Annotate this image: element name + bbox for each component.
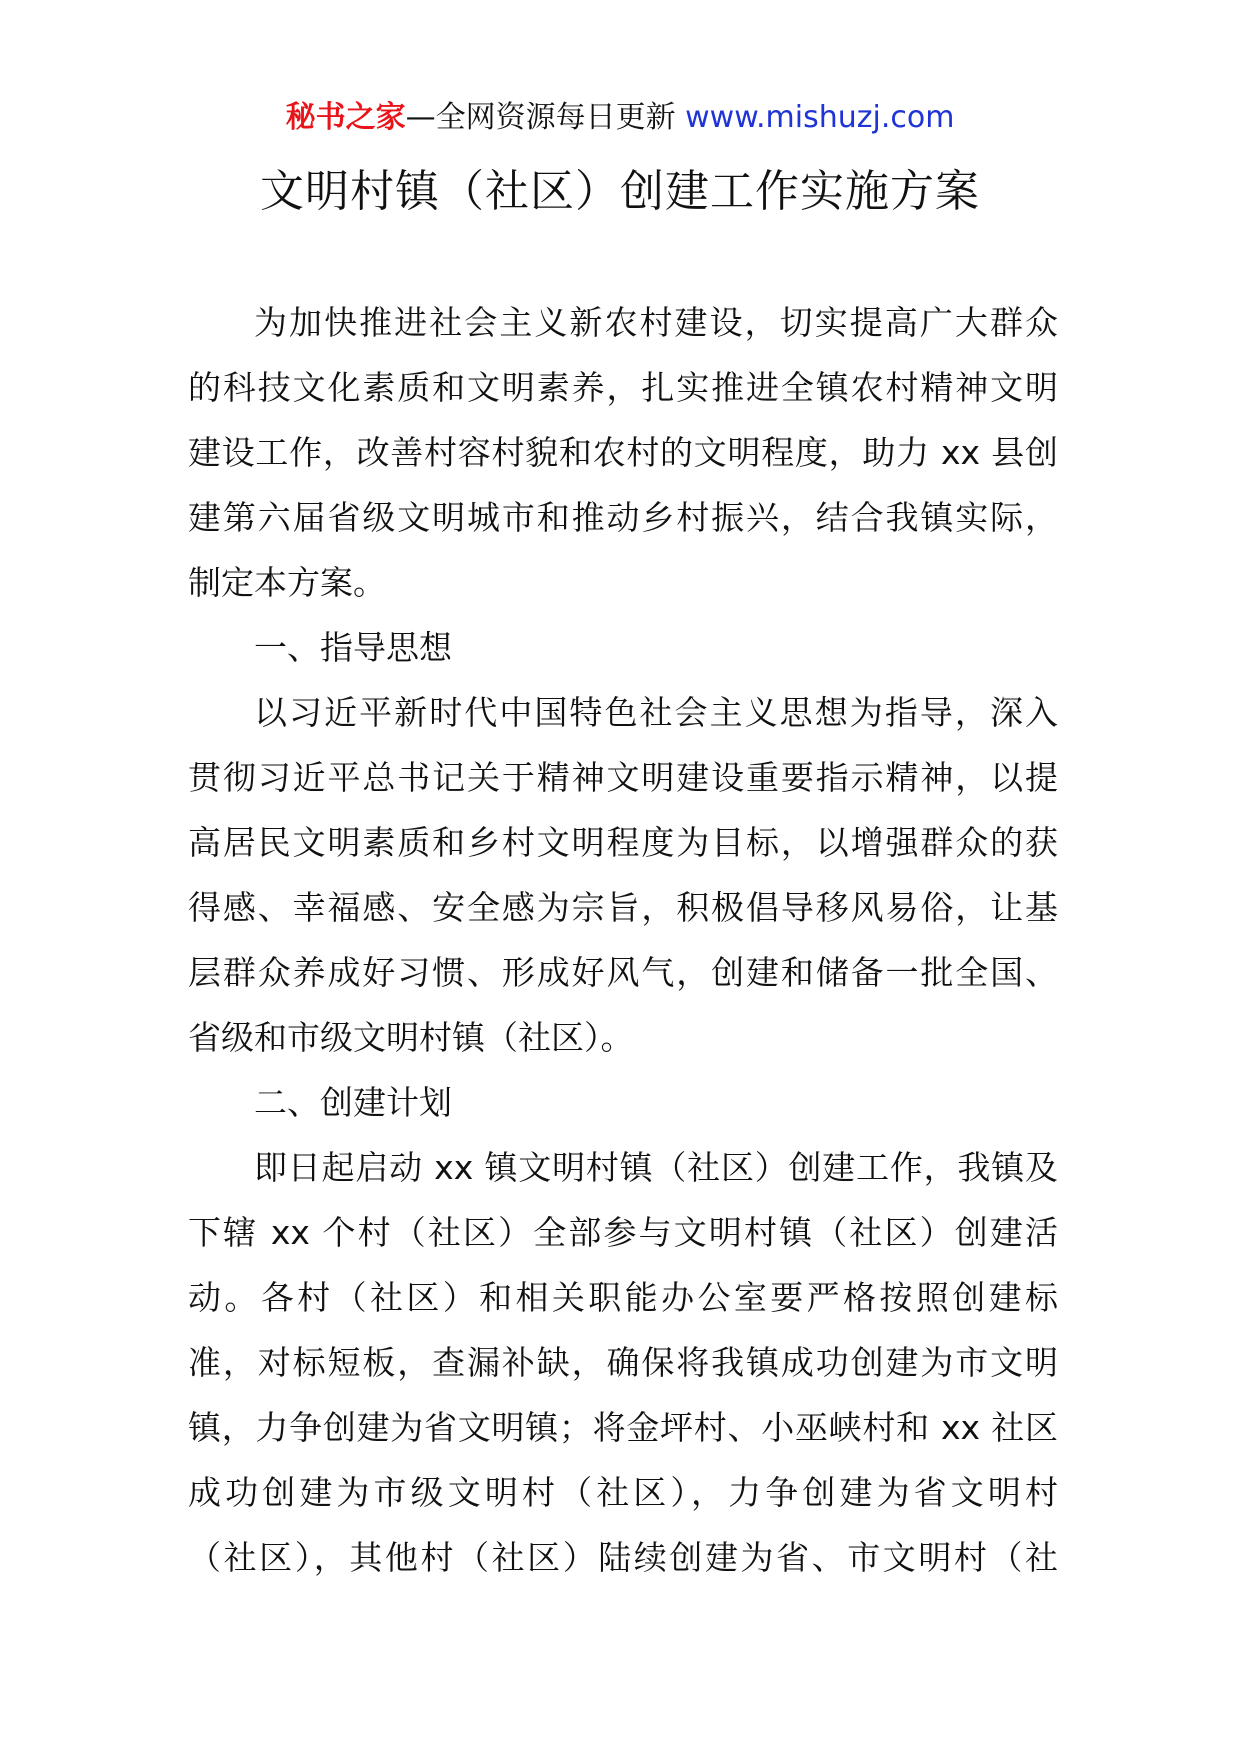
paragraph-line: （社区），其他村（社区）陆续创建为省、市文明村（社: [188, 1538, 1058, 1577]
paragraph-line: 以习近平新时代中国特色社会主义思想为指导，深入: [254, 693, 1058, 732]
paragraph-line: 建第六届省级文明城市和推动乡村振兴，结合我镇实际，: [188, 498, 1058, 537]
paragraph-line: 层群众养成好习惯、形成好风气，创建和储备一批全国、: [188, 953, 1058, 992]
paragraph-line: 动。各村（社区）和相关职能办公室要严格按照创建标: [188, 1278, 1058, 1317]
paragraph-line: 省级和市级文明村镇（社区）。: [188, 1018, 634, 1057]
page-header: [0, 98, 1240, 138]
section-heading: 二、创建计划: [254, 1083, 452, 1122]
header-tagline: —全网资源每日更新: [405, 100, 676, 135]
paragraph-line: 为加快推进社会主义新农村建设，切实提高广大群众: [254, 303, 1058, 342]
paragraph-line: 建设工作，改善村容村貌和农村的文明程度，助力 xx 县创: [188, 433, 1058, 472]
paragraph-line: 下辖 xx 个村（社区）全部参与文明村镇（社区）创建活: [188, 1213, 1058, 1252]
paragraph-line: 镇，力争创建为省文明镇；将金坪村、小巫峡村和 xx 社区: [188, 1408, 1058, 1447]
website-link[interactable]: www.mishuzj.com: [685, 100, 955, 135]
document-title: 文明村镇（社区）创建工作实施方案: [260, 166, 980, 217]
paragraph-line: 的科技文化素质和文明素养，扎实推进全镇农村精神文明: [188, 368, 1058, 407]
paragraph-line: 成功创建为市级文明村（社区），力争创建为省文明村: [188, 1473, 1058, 1512]
paragraph-line: 准，对标短板，查漏补缺，确保将我镇成功创建为市文明: [188, 1343, 1058, 1382]
section-heading: 一、指导思想: [254, 628, 452, 667]
paragraph-line: 贯彻习近平总书记关于精神文明建设重要指示精神，以提: [188, 758, 1058, 797]
document-body: [188, 290, 1058, 1590]
paragraph-line: 高居民文明素质和乡村文明程度为目标，以增强群众的获: [188, 823, 1058, 862]
brand-name: 秘书之家: [285, 100, 406, 135]
paragraph-line: 即日起启动 xx 镇文明村镇（社区）创建工作，我镇及: [254, 1148, 1058, 1187]
paragraph-line: 得感、幸福感、安全感为宗旨，积极倡导移风易俗，让基: [188, 888, 1058, 927]
paragraph-line: 制定本方案。: [188, 563, 386, 602]
